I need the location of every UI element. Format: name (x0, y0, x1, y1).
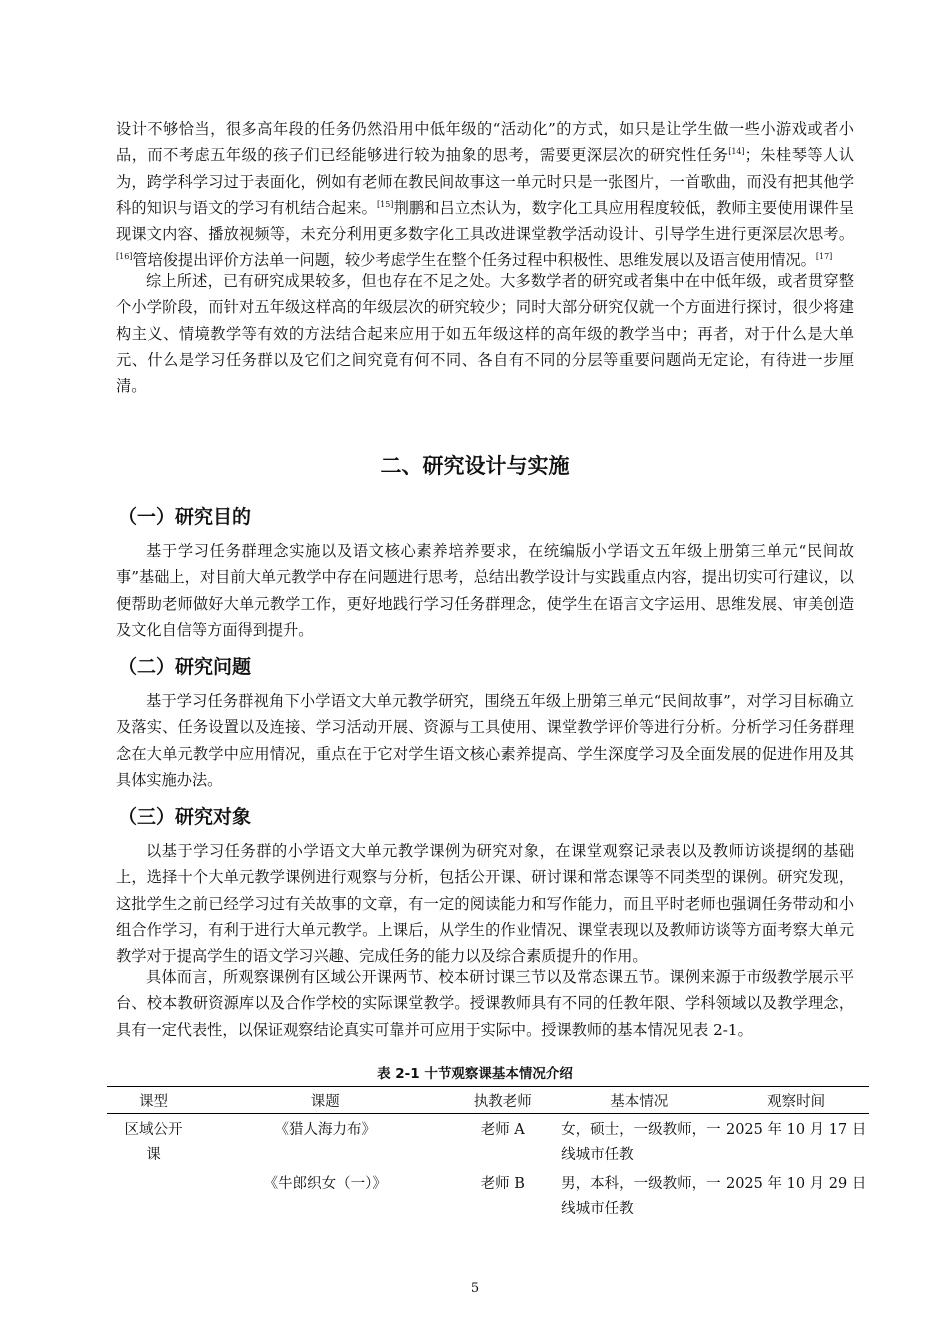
table-cell: 2025 年 10 月 17 日 (725, 1122, 867, 1138)
subheading-objects: （三）研究对象 (118, 806, 252, 828)
subheading-questions: （二）研究问题 (118, 656, 252, 678)
summary-paragraph: 综上所述，已有研究成果较多，但也存在不足之处。大多数学者的研究或者集中在中低年级，或者贯穿整个小学阶段，而针对五年级这样高的年级层次的研究较少；同时大部分研究仅就一个方面进行探讨，很少将建构主义、情境教学等有效的方法结合起来应用于如五年级这样的高年级的教学当中；再者，对于什么是大单元、什么是学习任务群以及它们之间究竟有何不同、各自有不同的分层等重要问题尚无定论，有待进一步厘清。 (116, 272, 854, 396)
text-segment: 管培俊提出评价方法单一问题，较少考虑学生在整个任务过程中积极性、思维发展以及语言使用情况。 (132, 251, 816, 270)
table-cell: 男，本科，一级教师，一线城市任教 (561, 1176, 721, 1217)
table-header-row (107, 1087, 869, 1114)
text-segment: ；朱桂琴等人认为，跨学科学习过于表面化，例如有老师在教民间故事这一单元时只是一张图片，一首歌曲，而没有把其他学科的知识与语文的学习有机结合起来。 (116, 146, 855, 217)
paragraph-continued (116, 116, 854, 274)
table-cell: 2025 年 10 月 29 日 (725, 1176, 867, 1192)
page-number: 5 (470, 1281, 480, 1296)
table-cell: 女，硕士，一级教师，一线城市任教 (561, 1122, 721, 1163)
header-cell: 观察时间 (767, 1094, 826, 1110)
section-heading: 二、研究设计与实施 (380, 454, 570, 478)
text-segment: 荆鹏和吕立杰认为，数字化工具应用程度较低，教师主要使用课件呈现课文内容、播放视频等，未充分利用更多数字化工具改进课堂教学活动设计、引导学生进行更深层次思考。 (116, 198, 855, 244)
table-cell: 老师 B (480, 1176, 525, 1192)
citation-14: [14] (728, 147, 745, 157)
header-cell: 基本情况 (610, 1094, 669, 1110)
table-cell: 《牛郎织女（一）》 (263, 1176, 387, 1192)
table-row (107, 1168, 869, 1222)
questions-paragraph: 基于学习任务群视角下小学语文大单元教学研究，围绕五年级上册第三单元“民间故事”，对学习目标确立及落实、任务设置以及连接、学习活动开展、资源与工具使用、课堂教学评价等进行分析。分析学习任务群理念在大单元教学中应用情况，重点在于它对学生语文核心素养提高、学生深度学习及全面发展的促进作用及其具体实施办法。 (116, 692, 854, 789)
table-cell: 《猎人海力布》 (274, 1122, 376, 1138)
table-caption: 表 2-1 十节观察课基本情况介绍 (377, 1066, 573, 1082)
citation-16: [16] (116, 252, 133, 262)
table-row (107, 1114, 869, 1169)
objects-paragraph: 以基于学习任务群的小学语文大单元教学课例为研究对象，在课堂观察记录表以及教师访谈提纲的基础上，选择十个大单元教学课例进行观察与分析，包括公开课、研讨课和常态课等不同类型的课例。研究发现，这批学生之前已经学习过有关故事的文章，有一定的阅读能力和写作能力，而且平时老师也强调任务带动和小组合作学习，有利于进行大单元教学。上课后，从学生的作业情况、课堂表现以及教师访谈等方面考察大单元教学对于提高学生的语文学习兴趣、完成任务的能力以及综合素质提升的作用。 (116, 842, 854, 966)
header-cell: 课题 (310, 1094, 340, 1110)
table-cell: 区域公开课 (124, 1122, 183, 1163)
table-cell (107, 1168, 200, 1222)
subheading-purpose: （一）研究目的 (118, 506, 252, 528)
text-segment: 设计不够恰当，很多高年段的任务仍然沿用中低年级的“活动化”的方式，如只是让学生做一些小游戏或者小品，而不考虑五年级的孩子们已经能够进行较为抽象的思考，需要更深层次的研究性任务 (116, 120, 854, 165)
details-paragraph: 具体而言，所观察课例有区域公开课两节、校本研讨课三节以及常态课五节。课例来源于市级教学展示平台、校本教研资源库以及合作学校的实际课堂教学。授课教师具有不同的任教年限、学科领域以及教学理念，具有一定代表性，以保证观察结论真实可靠并可应用于实际中。授课教师的基本情况见表 2-1。 (116, 968, 854, 1039)
purpose-paragraph: 基于学习任务群理念实施以及语文核心素养培养要求，在统编版小学语文五年级上册第三单元“民间故事”基础上，对目前大单元教学中存在问题进行思考，总结出教学设计与实践重点内容，提出切实可行建议，以便帮助老师做好大单元教学工作，更好地践行学习任务群理念，使学生在语言文字运用、思维发展、审美创造及文化自信等方面得到提升。 (116, 542, 854, 639)
citation-17: [17] (815, 252, 833, 262)
table-cell: 老师 A (480, 1122, 525, 1138)
header-cell: 执教老师 (473, 1094, 532, 1110)
citation-15: [15] (377, 199, 394, 209)
teacher-table (107, 1086, 869, 1222)
header-cell: 课型 (139, 1094, 169, 1110)
